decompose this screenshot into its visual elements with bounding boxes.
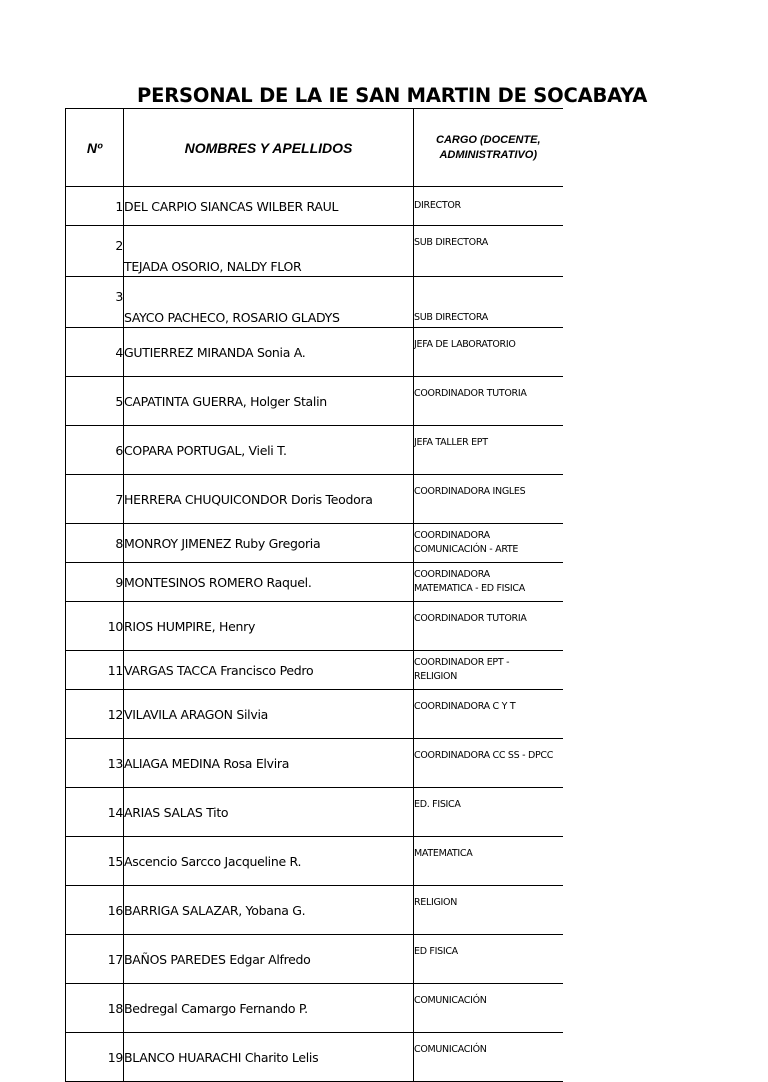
row-cargo-line: RELIGION xyxy=(414,671,458,682)
row-number: 14 xyxy=(66,788,124,837)
row-cargo xyxy=(414,788,563,837)
row-cargo xyxy=(414,187,563,226)
table-row xyxy=(66,1033,563,1082)
row-name: TEJADA OSORIO, NALDY FLOR xyxy=(124,226,414,277)
row-cargo-line: MATEMATICA xyxy=(414,848,473,859)
row-name: GUTIERREZ MIRANDA Sonia A. xyxy=(124,328,414,377)
row-number: 15 xyxy=(66,837,124,886)
table-header-row xyxy=(66,109,563,187)
table-row xyxy=(66,226,563,277)
header-name: NOMBRES Y APELLIDOS xyxy=(124,109,414,187)
row-number: 3 xyxy=(66,277,124,328)
row-number: 8 xyxy=(66,524,124,563)
row-number: 9 xyxy=(66,563,124,602)
row-cargo xyxy=(414,563,563,602)
row-number: 10 xyxy=(66,602,124,651)
document-title: PERSONAL DE LA IE SAN MARTIN DE SOCABAYA xyxy=(137,84,648,107)
table-row xyxy=(66,690,563,739)
row-cargo-line: COORDINADOR TUTORIA xyxy=(414,388,527,399)
row-cargo-line: MATEMATICA - ED FISICA xyxy=(414,583,525,594)
row-name: CAPATINTA GUERRA, Holger Stalin xyxy=(124,377,414,426)
row-cargo-line: ED FISICA xyxy=(414,946,458,957)
row-name: RIOS HUMPIRE, Henry xyxy=(124,602,414,651)
row-cargo xyxy=(414,984,563,1033)
row-number: 2 xyxy=(66,226,124,277)
row-name: VILAVILA ARAGON Silvia xyxy=(124,690,414,739)
row-cargo xyxy=(414,328,563,377)
row-number: 1 xyxy=(66,187,124,226)
header-cargo-line2: ADMINISTRATIVO) xyxy=(439,148,538,161)
row-name: DEL CARPIO SIANCAS WILBER RAUL xyxy=(124,187,414,226)
row-number: 16 xyxy=(66,886,124,935)
table-row xyxy=(66,277,563,328)
row-cargo xyxy=(414,1033,563,1082)
row-cargo-line: COORDINADORA CC SS - DPCC xyxy=(414,750,554,761)
row-cargo xyxy=(414,426,563,475)
table-row xyxy=(66,886,563,935)
row-number: 19 xyxy=(66,1033,124,1082)
row-cargo-line: RELIGION xyxy=(414,897,458,908)
row-cargo-line: JEFA DE LABORATORIO xyxy=(414,339,516,350)
table-row xyxy=(66,837,563,886)
row-cargo xyxy=(414,475,563,524)
row-cargo-line: COORDINADORA C Y T xyxy=(414,701,516,712)
table-row xyxy=(66,328,563,377)
row-cargo xyxy=(414,277,563,328)
header-cargo-line1: CARGO (DOCENTE, xyxy=(436,133,541,146)
row-name: MONTESINOS ROMERO Raquel. xyxy=(124,563,414,602)
row-name: Bedregal Camargo Fernando P. xyxy=(124,984,414,1033)
row-cargo-line: JEFA TALLER EPT xyxy=(414,437,488,448)
row-number: 17 xyxy=(66,935,124,984)
row-number: 18 xyxy=(66,984,124,1033)
row-cargo xyxy=(414,837,563,886)
row-cargo-line: COMUNICACIÓN xyxy=(414,995,487,1006)
table-row xyxy=(66,475,563,524)
row-name: ALIAGA MEDINA Rosa Elvira xyxy=(124,739,414,788)
table-row xyxy=(66,426,563,475)
table-row xyxy=(66,563,563,602)
row-name: BAÑOS PAREDES Edgar Alfredo xyxy=(124,935,414,984)
table-row xyxy=(66,524,563,563)
table-row xyxy=(66,187,563,226)
row-number: 12 xyxy=(66,690,124,739)
row-cargo xyxy=(414,690,563,739)
row-cargo-line: COORDINADORA xyxy=(414,530,490,541)
row-cargo-line: COMUNICACIÓN xyxy=(414,1044,487,1055)
row-cargo xyxy=(414,226,563,277)
row-number: 6 xyxy=(66,426,124,475)
row-cargo xyxy=(414,602,563,651)
row-cargo-line: DIRECTOR xyxy=(414,200,461,211)
row-name: HERRERA CHUQUICONDOR Doris Teodora xyxy=(124,475,414,524)
row-cargo-line: ED. FISICA xyxy=(414,799,461,810)
table-row xyxy=(66,739,563,788)
row-number: 7 xyxy=(66,475,124,524)
row-name: VARGAS TACCA Francisco Pedro xyxy=(124,651,414,690)
row-name: SAYCO PACHECO, ROSARIO GLADYS xyxy=(124,277,414,328)
table-row xyxy=(66,377,563,426)
row-cargo xyxy=(414,886,563,935)
row-cargo-line: COORDINADOR EPT - xyxy=(414,657,510,668)
row-cargo xyxy=(414,935,563,984)
row-cargo-line: COMUNICACIÓN - ARTE xyxy=(414,544,519,555)
row-cargo xyxy=(414,651,563,690)
row-name: BLANCO HUARACHI Charito Lelis xyxy=(124,1033,414,1082)
table-row xyxy=(66,984,563,1033)
row-name: MONROY JIMENEZ Ruby Gregoria xyxy=(124,524,414,563)
table-row xyxy=(66,602,563,651)
row-cargo-line: COORDINADOR TUTORIA xyxy=(414,613,527,624)
table-row xyxy=(66,788,563,837)
row-name: Ascencio Sarcco Jacqueline R. xyxy=(124,837,414,886)
header-number: Nº xyxy=(66,109,124,187)
row-cargo xyxy=(414,739,563,788)
row-cargo-line: COORDINADORA INGLES xyxy=(414,486,526,497)
table-row xyxy=(66,651,563,690)
row-number: 13 xyxy=(66,739,124,788)
row-number: 11 xyxy=(66,651,124,690)
row-cargo-line: SUB DIRECTORA xyxy=(414,312,488,323)
row-name: COPARA PORTUGAL, Vieli T. xyxy=(124,426,414,475)
row-cargo-line: SUB DIRECTORA xyxy=(414,237,488,248)
row-name: BARRIGA SALAZAR, Yobana G. xyxy=(124,886,414,935)
row-cargo xyxy=(414,524,563,563)
row-number: 5 xyxy=(66,377,124,426)
table-row xyxy=(66,935,563,984)
row-cargo-line: COORDINADORA xyxy=(414,569,490,580)
row-name: ARIAS SALAS Tito xyxy=(124,788,414,837)
row-cargo xyxy=(414,377,563,426)
header-cargo xyxy=(414,109,563,187)
staff-table xyxy=(65,108,563,1082)
row-number: 4 xyxy=(66,328,124,377)
